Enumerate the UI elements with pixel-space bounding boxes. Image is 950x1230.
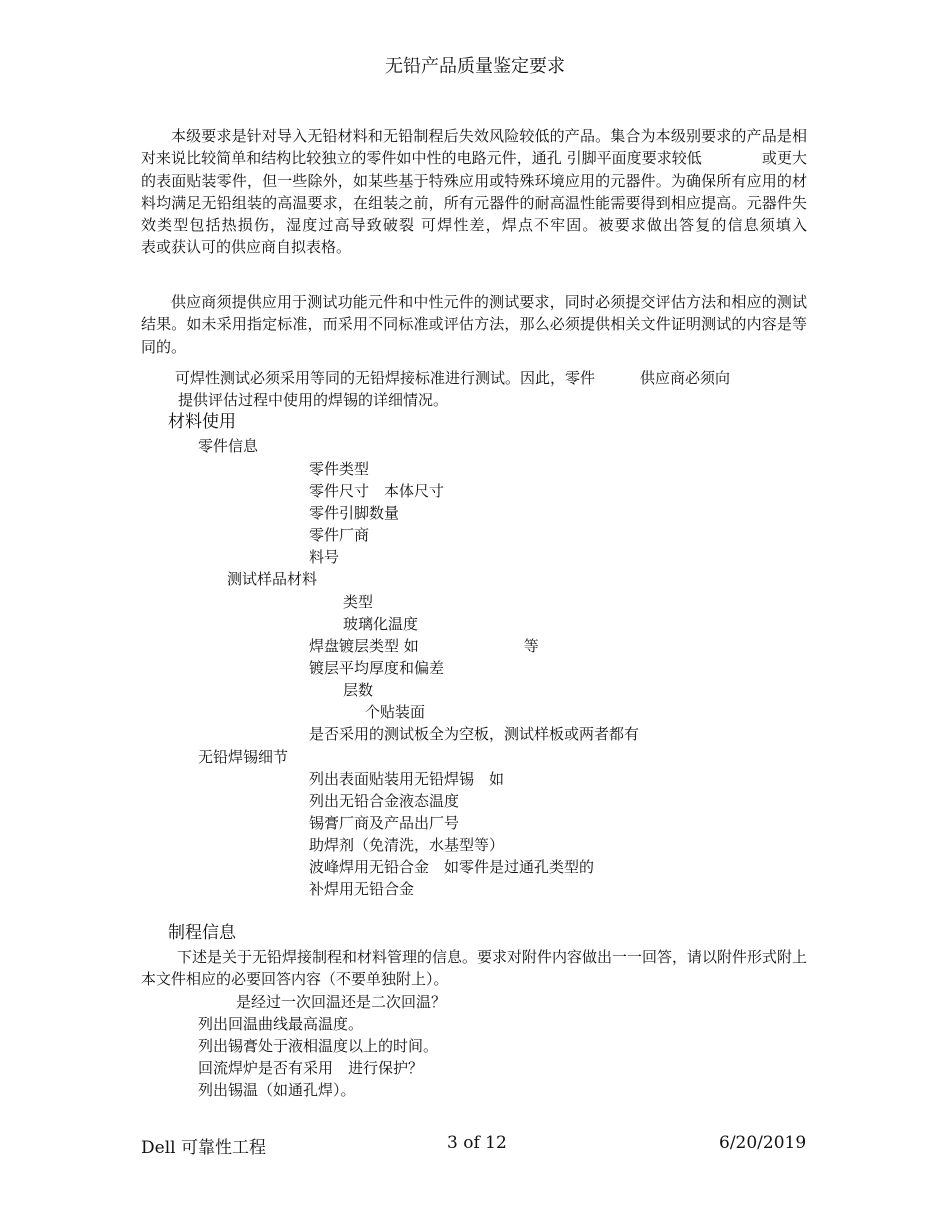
part-info-item: 料号 — [309, 548, 340, 566]
page-header-title: 无铅产品质量鉴定要求 — [385, 56, 565, 77]
test-sample-item: 镀层平均厚度和偏差 — [309, 659, 445, 677]
test-sample-item: 是否采用的测试板全为空板，测试样板或两者都有 — [309, 725, 640, 743]
process-item: 回流焊炉是否有采用 进行保护？ — [198, 1059, 424, 1077]
part-info-item: 零件尺寸 本体尺寸 — [309, 482, 445, 500]
solder-item: 波峰焊用无铅合金 如零件是过通孔类型的 — [309, 858, 595, 876]
part-info-item: 零件厂商 — [309, 526, 370, 544]
test-sample-item: 层数 — [343, 681, 374, 699]
materials-heading: 材料使用 — [168, 412, 236, 432]
test-sample-item: 类型 — [343, 593, 374, 611]
test-sample-item: 玻璃化温度 — [343, 615, 419, 633]
solder-item: 锡膏厂商及产品出厂号 — [309, 814, 460, 832]
footer-left: Dell 可靠性工程 — [141, 1138, 266, 1158]
solder-item: 列出无铅合金液态温度 — [309, 792, 460, 810]
footer-date: 6/20/2019 — [719, 1133, 807, 1153]
solder-item: 补焊用无铅合金 — [309, 880, 415, 898]
process-item: 列出回温曲线最高温度。 — [198, 1015, 364, 1033]
solder-item: 列出表面贴装用无铅焊锡 如 — [309, 770, 505, 788]
process-item: 列出锡膏处于液相温度以上的时间。 — [198, 1037, 439, 1055]
footer-page-number: 3 of 12 — [447, 1133, 507, 1153]
process-heading: 制程信息 — [168, 923, 236, 943]
solderability-line-1: 可焊性测试必须采用等同的无铅焊接标准进行测试。因此，零件 供应商必须向 — [175, 369, 731, 387]
process-intro: 下述是关于无铅焊接制程和材料管理的信息。要求对附件内容做出一一回答，请以附件形式附上本文件相应的必要回答内容（不要单独附上）。 — [141, 948, 808, 989]
solder-item: 助焊剂（免清洗，水基型等） — [309, 836, 505, 854]
test-requirements-paragraph: 供应商须提供应用于测试功能元件和中性元件的测试要求，同时必须提交评估方法和相应的测试结果。如未采用指定标准，而采用不同标准或评估方法，那么必须提供相关文件证明测试的内容是等同的。 — [141, 293, 807, 356]
part-info-heading: 零件信息 — [198, 437, 259, 455]
solderability-line-2: 提供评估过程中使用的焊锡的详细情况。 — [178, 391, 449, 409]
test-sample-item: 个贴装面 — [365, 703, 426, 721]
intro-paragraph: 本级要求是针对导入无铅材料和无铅制程后失效风险较低的产品。集合为本级别要求的产品是相对来说比较简单和结构比较独立的零件如中性的电路元件，通孔 引脚平面度要求较低 或更大 的表面贴装零件，但一些除外，如某些基于特殊应用或特殊环境应用的元器件。为确保所有应用的材料均满足无铅组装的高温要求，在组装之前，所有元器件的耐高温性能需要得到相应提高。元器件失效类型包括热损伤，湿度过高导致破裂 可焊性差，焊点不牢固。被要求做出答复的信息须填入 表或获认可的供应商自拟表格。 — [141, 127, 853, 257]
solder-heading: 无铅焊锡细节 — [198, 748, 289, 766]
test-sample-heading: 测试样品材料 — [227, 570, 318, 588]
process-item: 列出锡温（如通孔焊）。 — [198, 1081, 356, 1099]
process-item: 是经过一次回温还是二次回温？ — [236, 993, 447, 1011]
part-info-item: 零件引脚数量 — [309, 504, 400, 522]
part-info-item: 零件类型 — [309, 460, 370, 478]
test-sample-item: 焊盘镀层类型 如 等 — [309, 637, 539, 655]
